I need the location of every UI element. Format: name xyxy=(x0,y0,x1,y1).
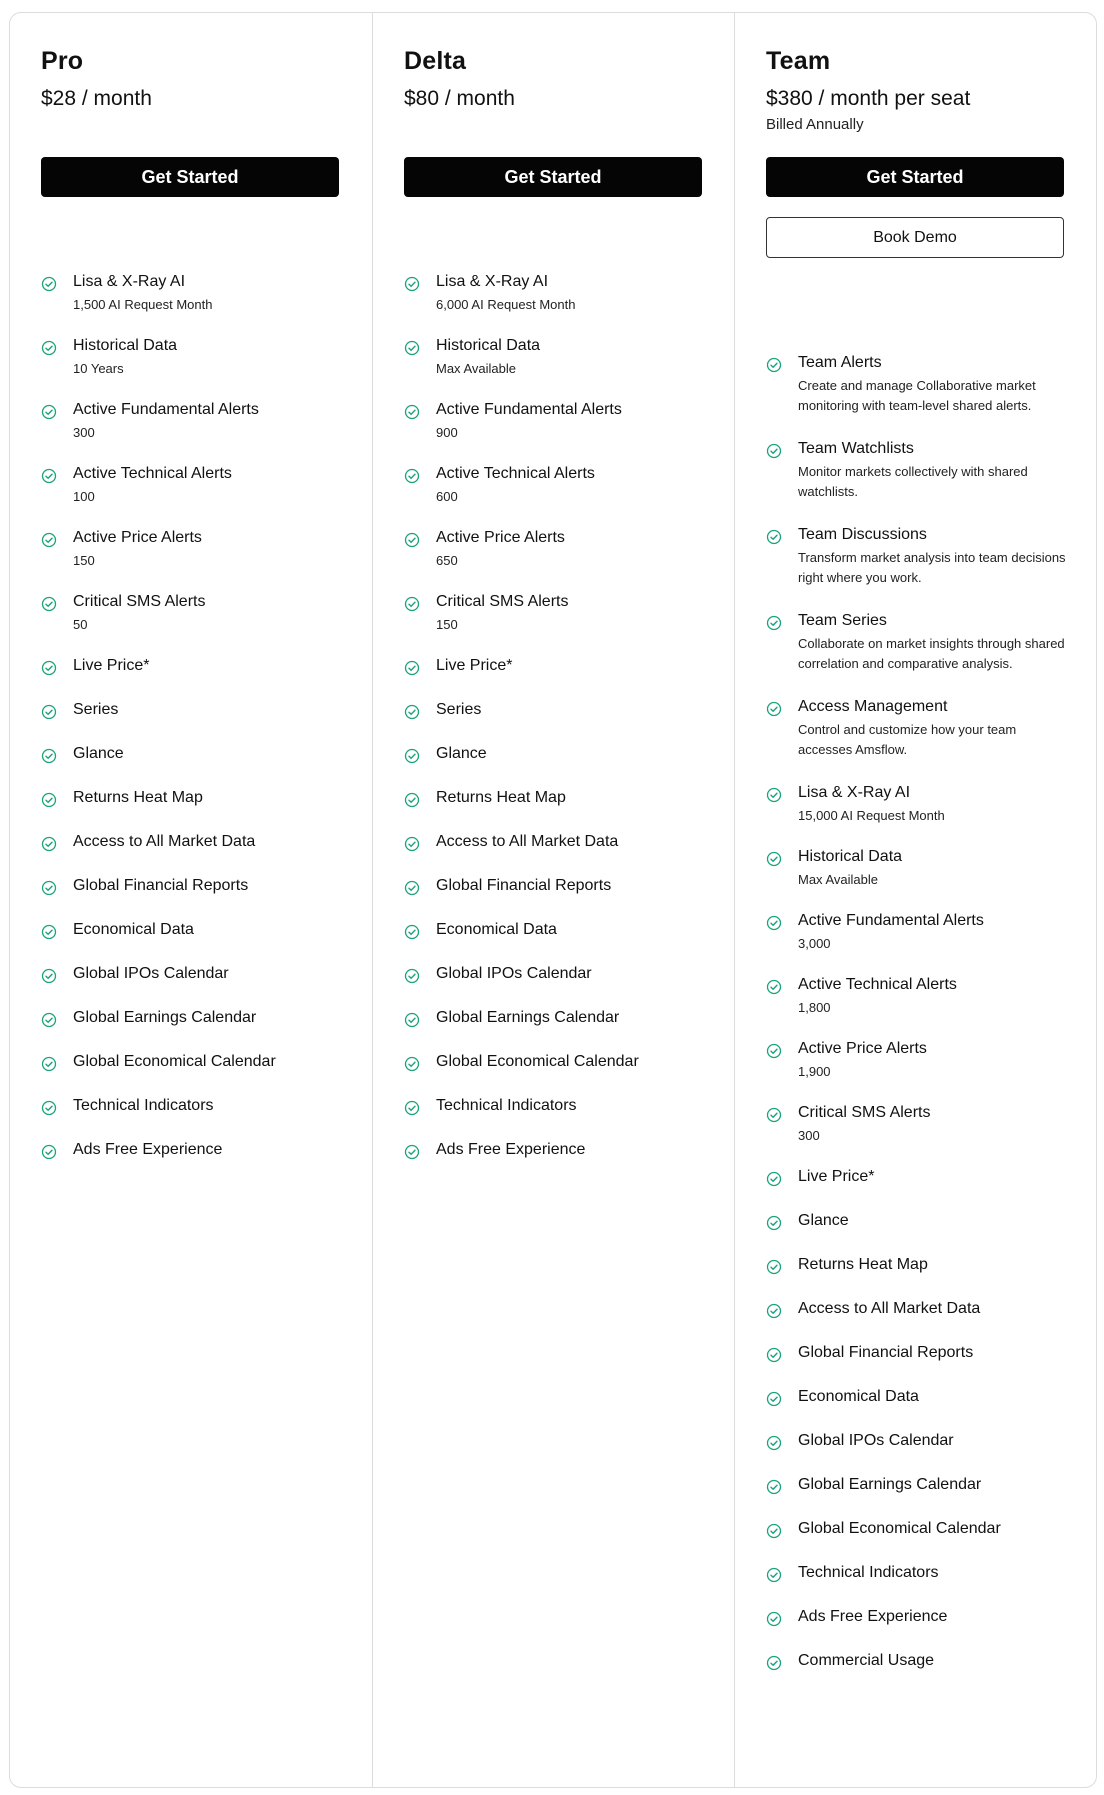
feature-title: Access Management xyxy=(798,698,948,715)
check-circle-icon xyxy=(404,1100,420,1116)
feature-detail: Create and manage Collaborative market monitoring with team-level shared alerts. xyxy=(798,378,1036,413)
feature-title: Global Financial Reports xyxy=(436,877,612,894)
feature-title: Global Earnings Calendar xyxy=(73,1009,257,1026)
feature-title: Live Price* xyxy=(436,657,513,674)
check-circle-icon xyxy=(766,1391,782,1407)
feature-title: Series xyxy=(436,701,482,718)
feature-detail: 1,800 xyxy=(798,1000,831,1015)
check-circle-icon xyxy=(41,1056,57,1072)
feature-title: Live Price* xyxy=(73,657,150,674)
get-started-button[interactable]: Get Started xyxy=(404,157,702,197)
feature-title: Active Technical Alerts xyxy=(798,976,957,993)
feature-title: Active Price Alerts xyxy=(798,1040,927,1057)
feature-title: Active Fundamental Alerts xyxy=(798,912,984,929)
feature-detail: 1,900 xyxy=(798,1064,831,1079)
plan-name: Delta xyxy=(404,47,467,75)
check-circle-icon xyxy=(404,596,420,612)
feature-title: Access to All Market Data xyxy=(436,833,619,850)
check-circle-icon xyxy=(41,404,57,420)
check-circle-icon xyxy=(41,1012,57,1028)
check-circle-icon xyxy=(766,1259,782,1275)
feature-title: Historical Data xyxy=(73,337,178,354)
plan-price: $28 / month xyxy=(41,87,152,110)
feature-detail: 1,500 AI Request Month xyxy=(73,297,213,312)
feature-title: Global IPOs Calendar xyxy=(436,965,592,982)
feature-detail: 650 xyxy=(436,553,458,568)
check-circle-icon xyxy=(766,979,782,995)
feature-title: Global Financial Reports xyxy=(73,877,249,894)
feature-detail: 50 xyxy=(73,617,88,632)
feature-title: Ads Free Experience xyxy=(798,1608,948,1625)
feature-title: Commercial Usage xyxy=(798,1652,935,1669)
check-circle-icon xyxy=(404,404,420,420)
get-started-button[interactable]: Get Started xyxy=(766,157,1064,197)
book-demo-button[interactable]: Book Demo xyxy=(766,217,1064,258)
feature-title: Technical Indicators xyxy=(798,1564,939,1581)
feature-detail: 900 xyxy=(436,425,458,440)
check-circle-icon xyxy=(41,276,57,292)
check-circle-icon xyxy=(766,1171,782,1187)
plan-card-team xyxy=(734,13,1096,1787)
feature-detail: 10 Years xyxy=(73,361,124,376)
plan-card-pro xyxy=(10,13,372,1787)
check-circle-icon xyxy=(766,1479,782,1495)
check-circle-icon xyxy=(766,1215,782,1231)
check-circle-icon xyxy=(404,340,420,356)
feature-title: Historical Data xyxy=(798,848,903,865)
feature-title: Global Economical Calendar xyxy=(436,1053,639,1070)
feature-detail: 600 xyxy=(436,489,458,504)
get-started-button[interactable]: Get Started xyxy=(41,157,339,197)
feature-title: Economical Data xyxy=(73,921,194,938)
check-circle-icon xyxy=(404,968,420,984)
check-circle-icon xyxy=(41,468,57,484)
check-circle-icon xyxy=(766,443,782,459)
feature-title: Critical SMS Alerts xyxy=(73,593,206,610)
feature-title: Access to All Market Data xyxy=(73,833,256,850)
feature-detail: Max Available xyxy=(798,872,878,887)
feature-title: Returns Heat Map xyxy=(73,789,203,806)
feature-detail: 3,000 xyxy=(798,936,831,951)
check-circle-icon xyxy=(766,1107,782,1123)
check-circle-icon xyxy=(41,1100,57,1116)
check-circle-icon xyxy=(41,836,57,852)
feature-title: Economical Data xyxy=(798,1388,919,1405)
plan-name: Team xyxy=(766,47,831,75)
feature-title: Global Earnings Calendar xyxy=(798,1476,982,1493)
check-circle-icon xyxy=(41,748,57,764)
plan-card-delta xyxy=(372,13,734,1787)
feature-title: Technical Indicators xyxy=(436,1097,577,1114)
feature-title: Global Financial Reports xyxy=(798,1344,974,1361)
feature-title: Returns Heat Map xyxy=(798,1256,928,1273)
billing-note: Billed Annually xyxy=(766,116,864,133)
check-circle-icon xyxy=(404,468,420,484)
check-circle-icon xyxy=(404,532,420,548)
feature-title: Technical Indicators xyxy=(73,1097,214,1114)
check-circle-icon xyxy=(404,704,420,720)
feature-title: Ads Free Experience xyxy=(436,1141,586,1158)
check-circle-icon xyxy=(766,529,782,545)
feature-detail: Transform market analysis into team decisions right where you work. xyxy=(798,550,1066,585)
check-circle-icon xyxy=(41,968,57,984)
feature-title: Glance xyxy=(436,745,487,762)
check-circle-icon xyxy=(41,924,57,940)
check-circle-icon xyxy=(766,1043,782,1059)
feature-title: Lisa & X-Ray AI xyxy=(798,784,911,801)
feature-title: Lisa & X-Ray AI xyxy=(436,273,549,290)
feature-detail: 150 xyxy=(73,553,95,568)
check-circle-icon xyxy=(404,1056,420,1072)
check-circle-icon xyxy=(404,924,420,940)
feature-detail: 300 xyxy=(73,425,95,440)
feature-title: Active Fundamental Alerts xyxy=(436,401,622,418)
check-circle-icon xyxy=(766,615,782,631)
check-circle-icon xyxy=(766,851,782,867)
feature-title: Returns Heat Map xyxy=(436,789,566,806)
plan-price: $80 / month xyxy=(404,87,515,110)
feature-detail: 300 xyxy=(798,1128,820,1143)
feature-title: Active Fundamental Alerts xyxy=(73,401,259,418)
feature-detail: 6,000 AI Request Month xyxy=(436,297,576,312)
feature-title: Ads Free Experience xyxy=(73,1141,223,1158)
check-circle-icon xyxy=(41,704,57,720)
feature-title: Historical Data xyxy=(436,337,541,354)
check-circle-icon xyxy=(404,792,420,808)
check-circle-icon xyxy=(766,915,782,931)
check-circle-icon xyxy=(766,1303,782,1319)
check-circle-icon xyxy=(404,836,420,852)
check-circle-icon xyxy=(766,1611,782,1627)
feature-title: Team Watchlists xyxy=(798,440,914,457)
feature-title: Active Price Alerts xyxy=(73,529,202,546)
check-circle-icon xyxy=(41,792,57,808)
feature-detail: 150 xyxy=(436,617,458,632)
check-circle-icon xyxy=(766,1567,782,1583)
feature-title: Live Price* xyxy=(798,1168,875,1185)
check-circle-icon xyxy=(41,532,57,548)
feature-title: Glance xyxy=(73,745,124,762)
check-circle-icon xyxy=(766,1523,782,1539)
check-circle-icon xyxy=(766,1435,782,1451)
check-circle-icon xyxy=(404,748,420,764)
feature-title: Critical SMS Alerts xyxy=(798,1104,931,1121)
feature-title: Global IPOs Calendar xyxy=(73,965,229,982)
feature-title: Economical Data xyxy=(436,921,557,938)
check-circle-icon xyxy=(404,660,420,676)
check-circle-icon xyxy=(404,276,420,292)
check-circle-icon xyxy=(404,1012,420,1028)
feature-title: Global IPOs Calendar xyxy=(798,1432,954,1449)
feature-title: Global Economical Calendar xyxy=(798,1520,1001,1537)
pricing-table xyxy=(9,12,1097,1788)
feature-detail: Control and customize how your team accesses Amsflow. xyxy=(798,722,1017,757)
feature-title: Lisa & X-Ray AI xyxy=(73,273,186,290)
feature-title: Team Discussions xyxy=(798,526,927,543)
feature-detail: Max Available xyxy=(436,361,516,376)
feature-detail: Monitor markets collectively with shared watchlists. xyxy=(798,464,1028,499)
check-circle-icon xyxy=(41,1144,57,1160)
check-circle-icon xyxy=(766,701,782,717)
check-circle-icon xyxy=(404,1144,420,1160)
check-circle-icon xyxy=(41,660,57,676)
feature-title: Access to All Market Data xyxy=(798,1300,981,1317)
feature-detail: Collaborate on market insights through shared correlation and comparative analysis. xyxy=(798,636,1065,671)
feature-title: Active Technical Alerts xyxy=(73,465,232,482)
feature-title: Glance xyxy=(798,1212,849,1229)
feature-title: Series xyxy=(73,701,119,718)
check-circle-icon xyxy=(41,340,57,356)
check-circle-icon xyxy=(766,357,782,373)
check-circle-icon xyxy=(41,880,57,896)
plan-price: $380 / month per seat xyxy=(766,87,971,110)
feature-detail: 15,000 AI Request Month xyxy=(798,808,945,823)
check-circle-icon xyxy=(404,880,420,896)
feature-title: Team Series xyxy=(798,612,887,629)
feature-title: Team Alerts xyxy=(798,354,882,371)
check-circle-icon xyxy=(766,1655,782,1671)
plan-name: Pro xyxy=(41,47,84,75)
check-circle-icon xyxy=(766,787,782,803)
check-circle-icon xyxy=(41,596,57,612)
feature-title: Active Technical Alerts xyxy=(436,465,595,482)
feature-title: Global Economical Calendar xyxy=(73,1053,276,1070)
feature-detail: 100 xyxy=(73,489,95,504)
feature-title: Global Earnings Calendar xyxy=(436,1009,620,1026)
check-circle-icon xyxy=(766,1347,782,1363)
feature-title: Active Price Alerts xyxy=(436,529,565,546)
feature-title: Critical SMS Alerts xyxy=(436,593,569,610)
